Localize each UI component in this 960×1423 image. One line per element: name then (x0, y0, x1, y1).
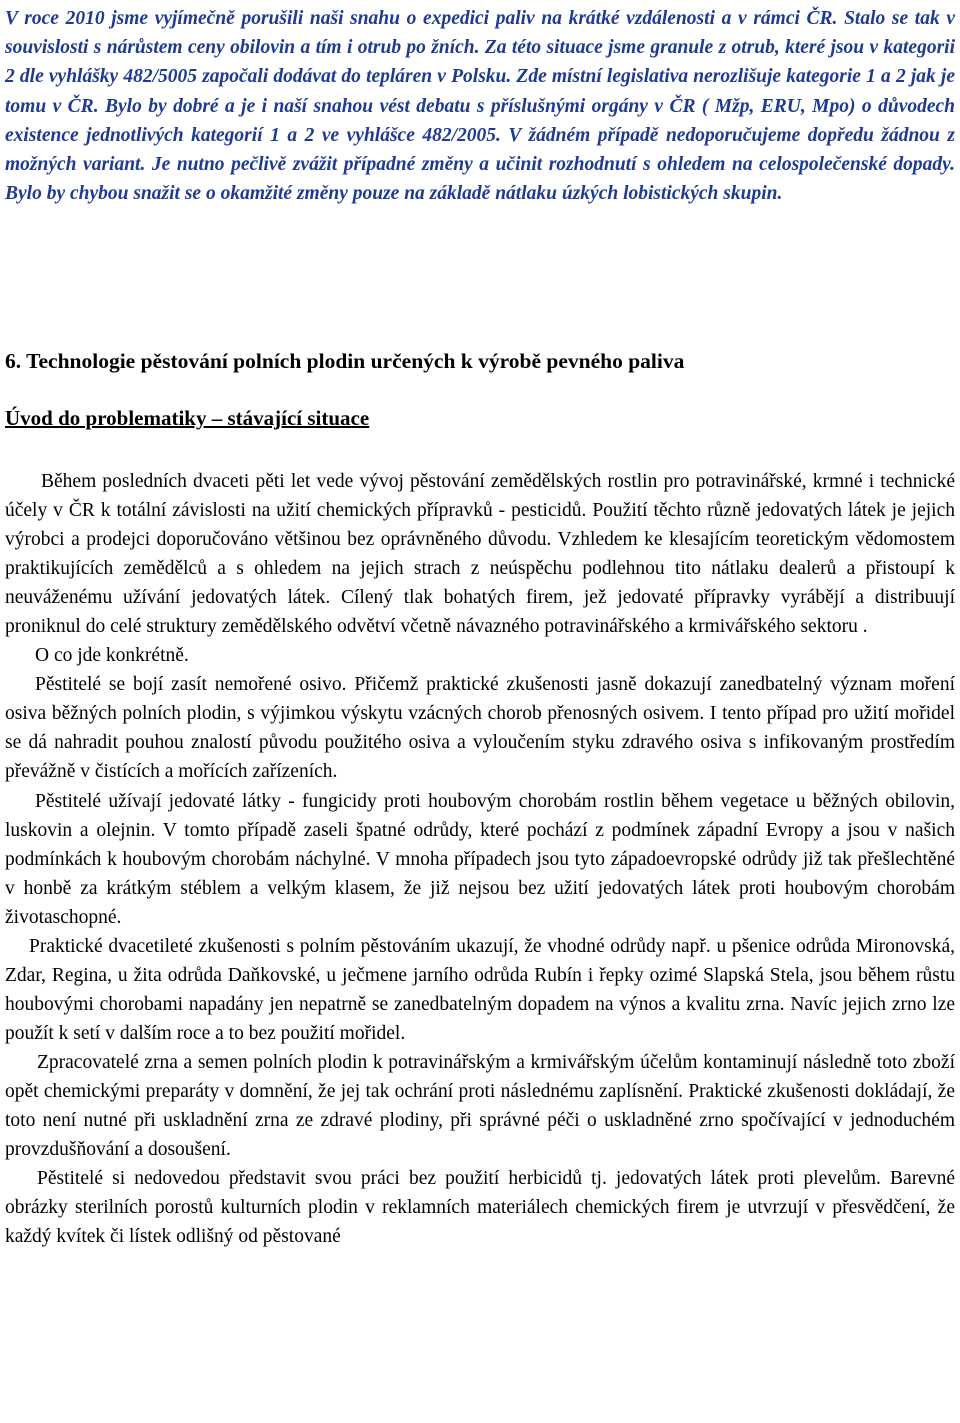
intro-paragraph: V roce 2010 jsme vyjímečně porušili naši snahu o expedici paliv na krátké vzdálenosti a v rámci ČR. Stalo se tak v souvislosti s nárůstem ceny obilovin a tím i otrub po žních. Za této situace jsme granule z otrub, které jsou v kategorii 2 dle vyhlášky 482/5005 započali dodávat do tepláren v Polsku. Zde místní legislativa nerozlišuje kategorie 1 a 2 jak je tomu v ČR. Bylo by dobré a je i naší snahou vést debatu s příslušnými orgány v ČR ( Mžp, ERU, Mpo) o důvodech existence jednotlivých kategorií 1 a 2 ve vyhlášce 482/2005. V žádném případě nedoporučujeme dopředu žádnou z možných variant. Je nutno pečlivě zvážit případné změny a učinit rozhodnutí s ohledem na celospolečenské dopady. Bylo by chybou snažit se o okamžité změny pouze na základě nátlaku úzkých lobistických skupin. (5, 8, 955, 205)
section-heading: 6. Technologie pěstování polních plodin určených k výrobě pevného paliva (5, 349, 685, 373)
body-paragraph: Praktické dvacetileté zkušenosti s polním pěstováním ukazují, že vhodné odrůdy např. u pšenice odrůda Mironovská, Zdar, Regina, u žita odrůda Daňkovské, u ječmene jarního odrůda Rubín i řepky ozimé Slapská Stela, jsou během růstu houbovými chorobami napadány jen nepatrně se zanedbatelným dopadem na výnos a kvalitu zrna. Navíc jejich zrno lze použít k setí v dalším roce a to bez použití mořidel. (5, 935, 955, 1044)
document-page (5, 4, 955, 1248)
subheading-part-2: stávající situace (227, 406, 370, 430)
body-paragraph: O co jde konkrétně. (35, 645, 189, 667)
subheading-part-1: Úvod do problematiky (5, 406, 207, 430)
section-subheading (5, 406, 369, 431)
body-paragraph: Zpracovatelé zrna a semen polních plodin k potravinářským a krmivářským účelům kontaminují následně toto zboží opět chemickými preparáty v domnění, že jej tak ochrání proti následnému zaplísnění. Praktické zkušenosti dokládají, že toto není nutné při uskladnění zrna ze zdravé plodiny, při správné péči o uskladněné zrno spočívající v jednoduchém provzdušňování a dosoušení. (5, 1051, 955, 1161)
body-paragraph: Během posledních dvaceti pěti let vede vývoj pěstování zemědělských rostlin pro potravinářské, krmné i technické účely v ČR k totální závislosti na užití chemických přípravků - pesticidů. Použití těchto různě jedovatých látek je jejich výrobci a prodejci doporučováno většinou bez oprávněného důvodu. Vzhledem ke klesajícím teoretickým vědomostem praktikujících zemědělců a s ohledem na jejich strach z neúspěchu podlehnou tito nátlaku dealerů a přistoupí k neuváženému užívání jedovatých látek. Cílený tlak bohatých firem, jež jedovaté přípravky vyrábějí a distribuují proniknul do celé struktury zemědělského odvětví včetně návazného potravinářského a krmivářského sektoru . (5, 471, 955, 638)
body-paragraph: Pěstitelé se bojí zasít nemořené osivo. Přičemž praktické zkušenosti jasně dokazují zanedbatelný význam moření osiva běžných polních plodin, s výjimkou výskytu vzácných chorob přenosných osivem. I tento případ pro užití mořidel se dá nahradit pouhou znalostí původu použitého osiva a vyloučením styku zdravého osiva s infikovaným prostředím převážně v čistících a mořících zařízeních. (5, 674, 955, 783)
body-paragraph: Pěstitelé si nedovedou představit svou práci bez použití herbicidů tj. jedovatých látek proti plevelům. Barevné obrázky sterilních porostů kulturních plodin v reklamních materiálech chemických firem je utvrzují v přesvědčení, že každý kvítek či lístek odlišný od pěstované (5, 1168, 955, 1248)
body-text (5, 467, 955, 1251)
body-paragraph: Pěstitelé užívají jedovaté látky - fungicidy proti houbovým chorobám rostlin během vegetace u běžných obilovin, luskovin a olejnin. V tomto případě zaseli špatné odrůdy, které pochází z podmínek západní Evropy a jsou v našich podmínkách k houbovým chorobám náchylné. V mnoha případech jsou tyto západoevropské odrůdy již tak přešlechtěné v honbě za krátkým stéblem a velkým klasem, že již nejsou bez užití jedovatých látek proti houbovým chorobám životaschopné. (5, 790, 955, 928)
subheading-separator: – (206, 406, 228, 430)
